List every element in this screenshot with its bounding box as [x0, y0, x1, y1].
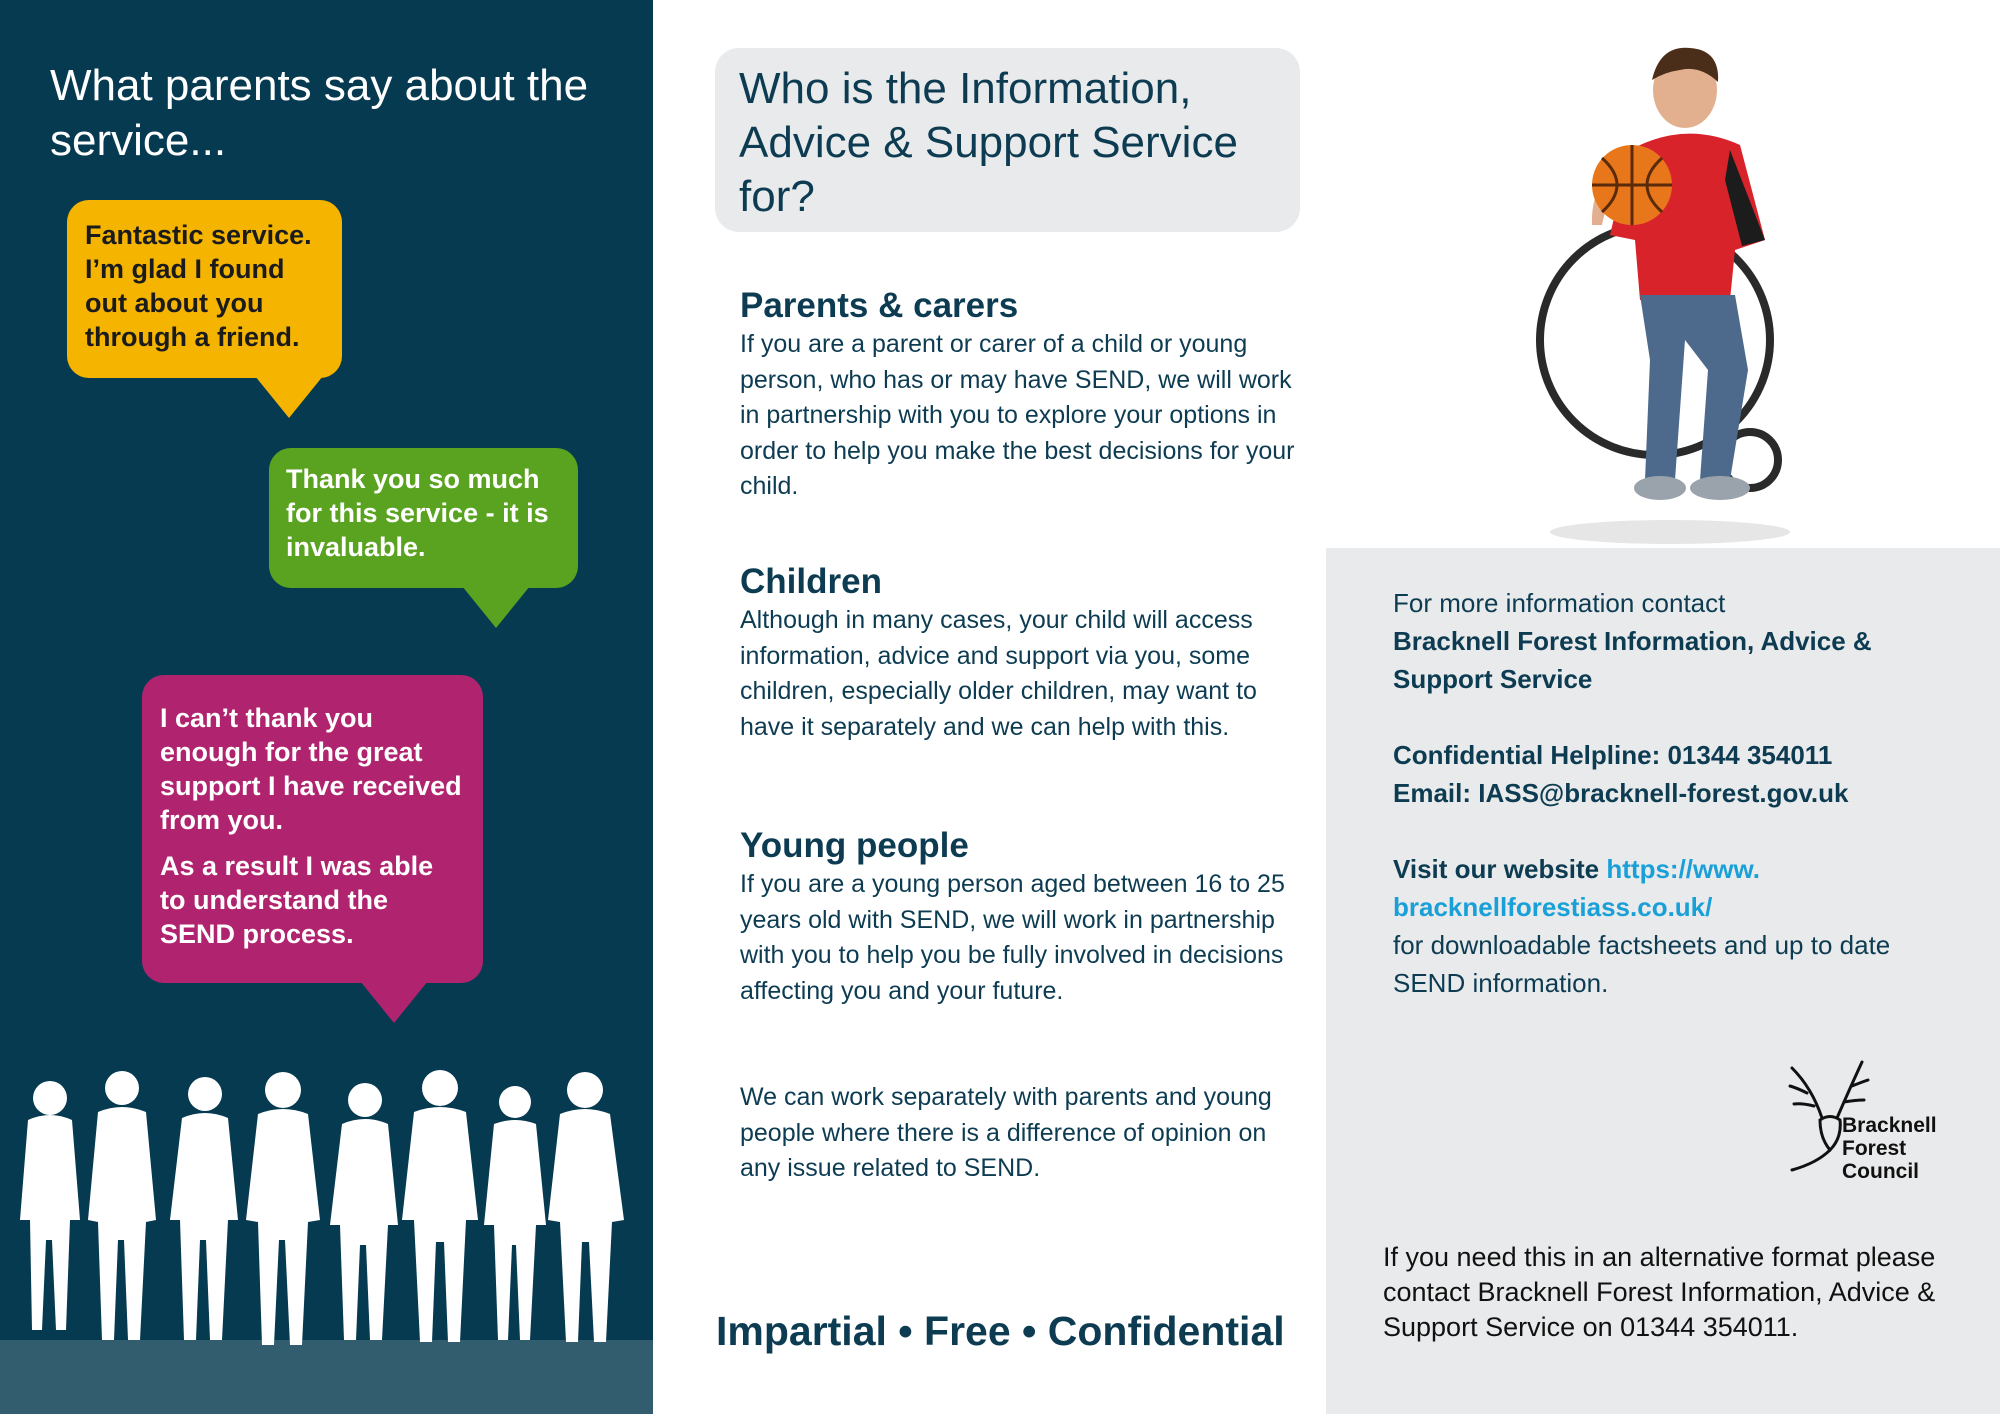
testimonials-panel: [0, 0, 653, 1414]
council-logo-text: [1842, 1114, 1937, 1183]
section-body: If you are a parent or carer of a child or young person, who has or may have SEND, we will work in partnership with you to explore your options in order to help you make the best decisions for your child.: [740, 330, 1295, 500]
quote-bubble-3: [142, 675, 483, 983]
person-silhouette: [20, 1081, 80, 1330]
contact-details: [1393, 736, 1953, 812]
person-silhouette: [402, 1070, 478, 1342]
person-silhouette: [88, 1071, 156, 1340]
bubble-tail: [255, 376, 323, 418]
person-silhouette: [330, 1083, 398, 1340]
alternative-format-note: If you need this in an alternative format please contact Bracknell Forest Information, Advice & Support Service on 01344 354011.: [1383, 1242, 1936, 1342]
email-address[interactable]: Email: IASS@bracknell-forest.gov.uk: [1393, 778, 1849, 808]
boy-in-wheelchair-photo: [1480, 40, 1800, 548]
visit-website-label: Visit our website: [1393, 854, 1600, 884]
closing-note: [740, 1080, 1300, 1187]
quote-text: Thank you so much for this service - it is invaluable.: [286, 464, 549, 562]
website-note: for downloadable factsheets and up to date SEND information.: [1393, 930, 1891, 998]
website-link[interactable]: https://www.: [1606, 854, 1760, 884]
logo-line: Forest: [1842, 1137, 1907, 1160]
person-silhouette: [170, 1077, 238, 1340]
section-title: Children: [740, 562, 882, 601]
quote-bubble-2: [269, 448, 578, 588]
person-silhouette: [246, 1072, 320, 1345]
closing-text: We can work separately with parents and young people where there is a difference of opinion on any issue related to SEND.: [740, 1083, 1272, 1182]
testimonials-title: What parents say about the service...: [50, 61, 589, 165]
website-info: [1393, 850, 1953, 1002]
person-silhouette: [484, 1086, 546, 1340]
website-link-cont[interactable]: bracknellforestiass.co.uk/: [1393, 892, 1713, 922]
contact-intro: For more information contact: [1393, 588, 1726, 618]
logo-line: Council: [1842, 1160, 1919, 1183]
quote-text: Fantastic service. I’m glad I found out about you through a friend.: [85, 220, 312, 352]
bubble-tail: [360, 981, 428, 1023]
organisation-name: Bracknell Forest Information, Advice & Support Service: [1393, 626, 1872, 694]
section-title: Young people: [740, 826, 969, 865]
contact-info: [1393, 584, 1953, 698]
helpline-number: Confidential Helpline: 01344 354011: [1393, 740, 1833, 770]
section-young-people: [740, 825, 1300, 1009]
bubble-tail: [462, 586, 530, 628]
service-heading-box: [715, 48, 1300, 232]
tagline: Impartial • Free • Confidential: [716, 1308, 1285, 1354]
section-children: [740, 561, 1300, 745]
quote-text: As a result I was able to understand the SEND process.: [160, 851, 434, 949]
people-silhouettes-image: [0, 1070, 653, 1414]
section-body: If you are a young person aged between 16 to 25 years old with SEND, we will work in partnership with you to help you be fully involved in decisions affecting you and your future.: [740, 870, 1285, 1005]
service-heading: Who is the Information, Advice & Support Service for?: [739, 64, 1238, 221]
section-body: Although in many cases, your child will access information, advice and support via you, some children, especially older children, may want to have it separately and we can help with this.: [740, 606, 1257, 741]
section-parents-carers: [740, 285, 1300, 505]
quote-bubble-1: [67, 200, 342, 378]
section-title: Parents & carers: [740, 286, 1019, 325]
person-silhouette: [548, 1072, 624, 1342]
quote-text: I can’t thank you enough for the great support I have received from you.: [160, 703, 462, 835]
logo-line: Bracknell: [1842, 1114, 1937, 1137]
